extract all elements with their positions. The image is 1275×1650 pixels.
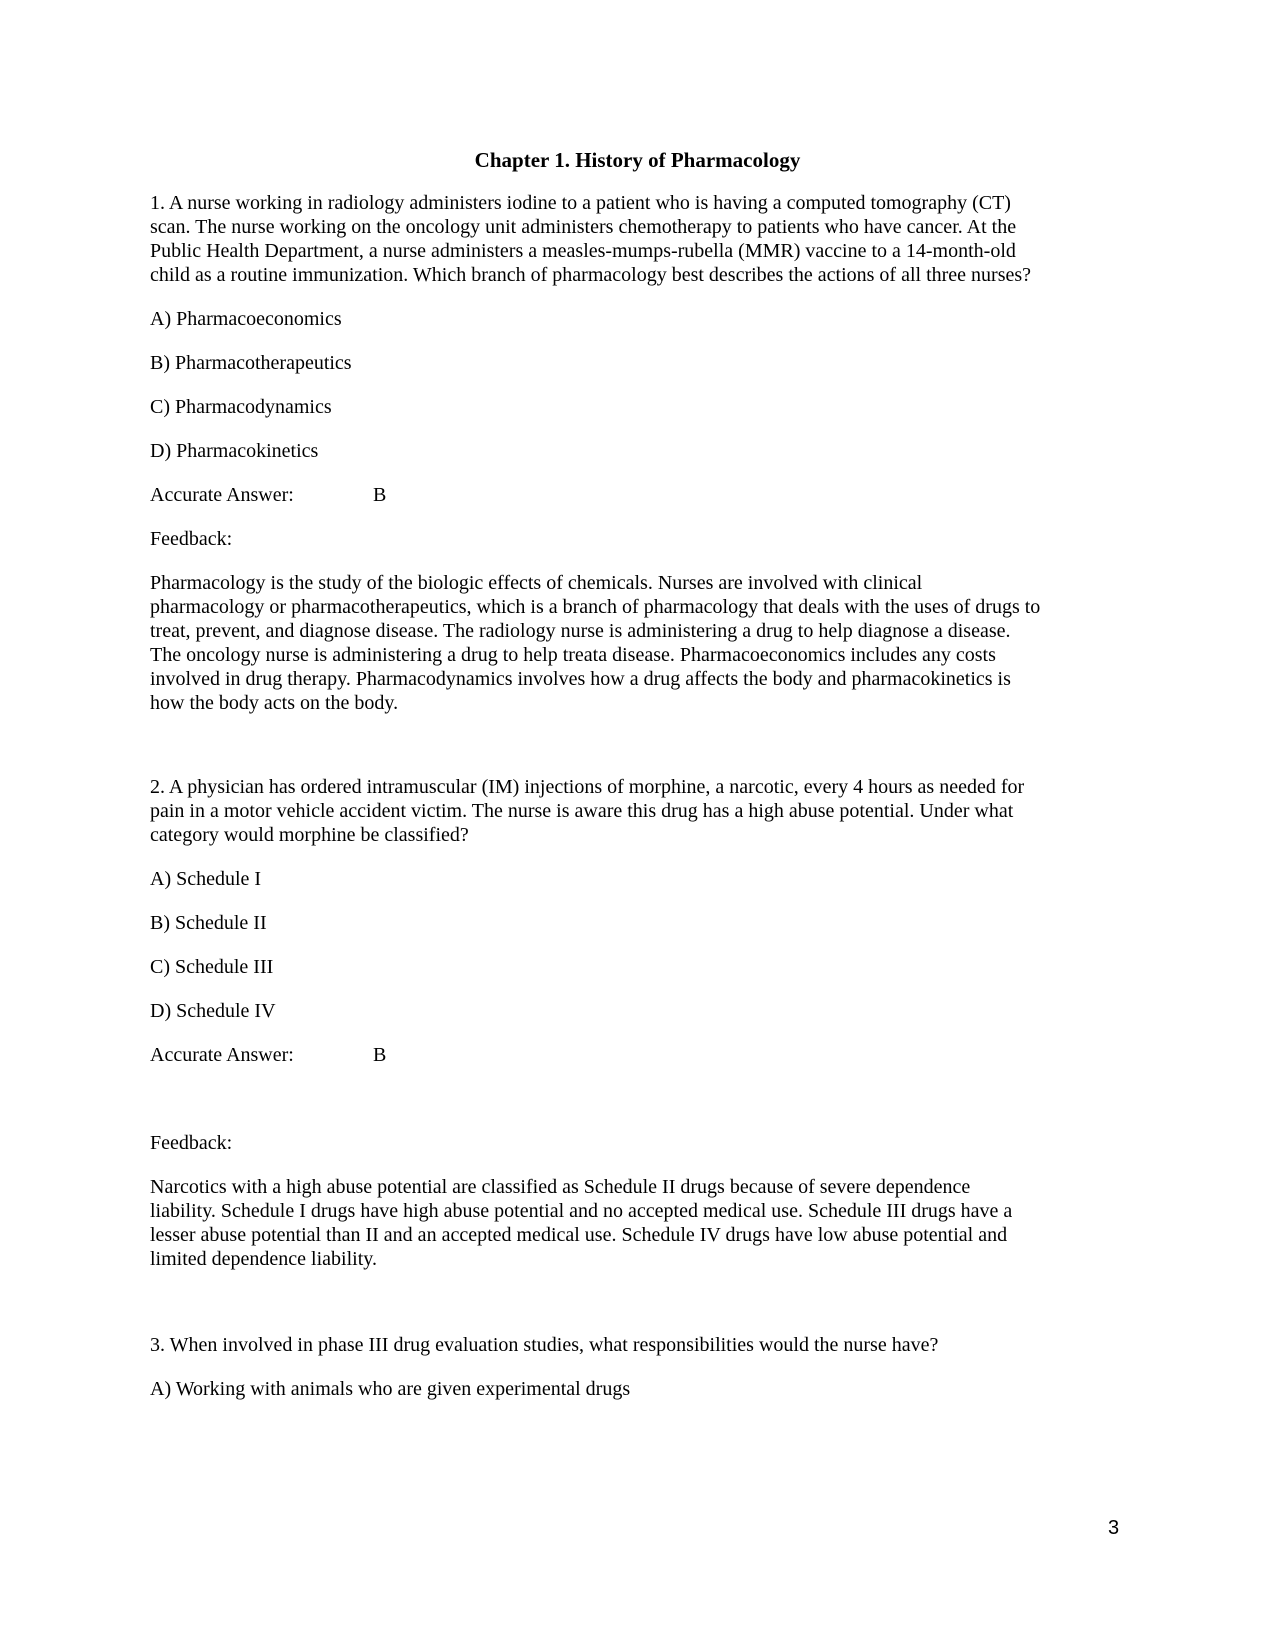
question-2-feedback-line: Narcotics with a high abuse potential are classified as Schedule II drugs because of severe dependence — [150, 1176, 971, 1198]
question-2-stem-line: pain in a motor vehicle accident victim. The nurse is aware this drug has a high abuse potential. Under what — [150, 800, 1014, 822]
question-1-feedback-line: pharmacology or pharmacotherapeutics, which is a branch of pharmacology that deals with the uses of drugs to — [150, 596, 1041, 618]
question-1-answer-value: B — [373, 484, 387, 506]
question-3-option-a: A) Working with animals who are given experimental drugs — [150, 1378, 631, 1400]
question-1-option-d: D) Pharmacokinetics — [150, 440, 319, 462]
question-1-stem-line: child as a routine immunization. Which branch of pharmacology best describes the actions of all three nurses? — [150, 264, 1032, 286]
question-2-stem-line: 2. A physician has ordered intramuscular (IM) injections of morphine, a narcotic, every 4 hours as needed for — [150, 776, 1025, 798]
question-1-stem-line: scan. The nurse working on the oncology unit administers chemotherapy to patients who have cancer. At the — [150, 216, 1017, 238]
question-1-answer-label: Accurate Answer: — [150, 484, 294, 506]
question-2-feedback-line: liability. Schedule I drugs have high abuse potential and no accepted medical use. Schedule III drugs have a — [150, 1200, 1013, 1222]
question-1-option-c: C) Pharmacodynamics — [150, 396, 332, 418]
question-1-stem-line: Public Health Department, a nurse administers a measles-mumps-rubella (MMR) vaccine to a 14-month-old — [150, 240, 1016, 262]
question-1-feedback-line: treat, prevent, and diagnose disease. The radiology nurse is administering a drug to help diagnose a disease. — [150, 620, 1011, 642]
question-1-feedback-label: Feedback: — [150, 528, 233, 550]
question-2-option-c: C) Schedule III — [150, 956, 274, 978]
question-2-stem-line: category would morphine be classified? — [150, 824, 469, 846]
question-2-feedback-line: limited dependence liability. — [150, 1248, 377, 1270]
question-1-feedback-line: Pharmacology is the study of the biologic effects of chemicals. Nurses are involved with clinical — [150, 572, 923, 594]
question-1-feedback-line: how the body acts on the body. — [150, 692, 399, 714]
question-1-feedback-line: The oncology nurse is administering a drug to help treata disease. Pharmacoeconomics includes any costs — [150, 644, 996, 666]
question-3-stem-line: 3. When involved in phase III drug evaluation studies, what responsibilities would the nurse have? — [150, 1334, 939, 1356]
question-1-option-b: B) Pharmacotherapeutics — [150, 352, 352, 374]
question-2-feedback-line: lesser abuse potential than II and an accepted medical use. Schedule IV drugs have low abuse potential and — [150, 1224, 1008, 1246]
question-1-stem-line: 1. A nurse working in radiology administers iodine to a patient who is having a computed tomography (CT) — [150, 192, 1011, 214]
question-2-answer-value: B — [373, 1044, 387, 1066]
question-2-answer-label: Accurate Answer: — [150, 1044, 294, 1066]
question-2-feedback-label: Feedback: — [150, 1132, 233, 1154]
question-2-option-a: A) Schedule I — [150, 868, 262, 890]
question-1-feedback-line: involved in drug therapy. Pharmacodynamics involves how a drug affects the body and pharmacokinetics is — [150, 668, 1011, 690]
question-2-option-d: D) Schedule IV — [150, 1000, 276, 1022]
chapter-title: Chapter 1. History of Pharmacology — [474, 148, 801, 172]
question-2-option-b: B) Schedule II — [150, 912, 267, 934]
page-number: 3 — [1108, 1517, 1120, 1539]
question-1-option-a: A) Pharmacoeconomics — [150, 308, 342, 330]
